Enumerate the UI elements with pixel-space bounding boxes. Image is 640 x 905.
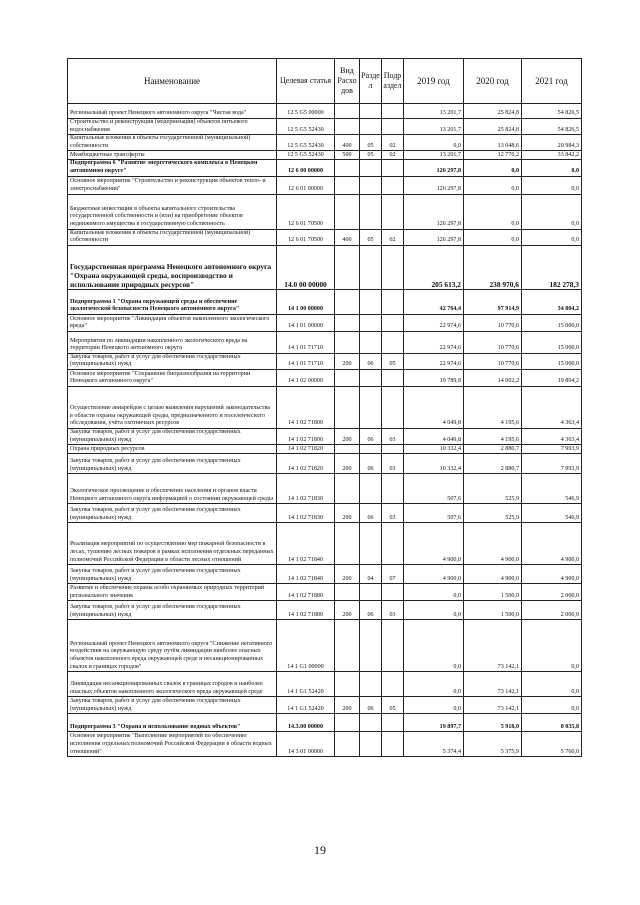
row-section: 04	[360, 565, 382, 584]
row-value-2019: 13 201,7	[404, 104, 464, 119]
row-expense-type: 400	[335, 229, 360, 245]
row-value-2020: 5 918,0	[464, 714, 522, 732]
row-expense-type	[335, 445, 360, 454]
row-section	[360, 672, 382, 697]
table-row	[68, 523, 582, 565]
row-code: 12 6 01 70500	[277, 194, 335, 229]
row-section	[360, 194, 382, 229]
row-value-2019: 507,6	[404, 474, 464, 504]
row-section	[360, 714, 382, 732]
table-row	[68, 176, 582, 194]
row-value-2021: 15 000,0	[522, 353, 582, 369]
table-row	[68, 601, 582, 620]
row-section	[360, 160, 382, 176]
row-code: 14.0 00 00000	[277, 245, 335, 289]
row-subsection: 03	[382, 601, 404, 620]
row-code: 14 1 02 71880	[277, 584, 335, 601]
table-row	[68, 151, 582, 160]
page-number: 19	[314, 843, 326, 857]
header-2021: 2021 год	[522, 59, 582, 104]
row-value-2019: 10 332,4	[404, 445, 464, 454]
row-expense-type	[335, 523, 360, 565]
row-name: Строительство и реконструкция (модернизация) объектов питьевого водоснабжения	[68, 119, 277, 135]
row-expense-type	[335, 104, 360, 119]
row-value-2021: 15 000,0	[522, 314, 582, 331]
row-value-2020: 97 914,9	[464, 289, 522, 314]
row-value-2020: 0,0	[464, 194, 522, 229]
row-code: 12 5 G5 00000	[277, 104, 335, 119]
row-value-2021: 0,0	[522, 620, 582, 672]
row-value-2020: 14 002,2	[464, 369, 522, 386]
row-section: 06	[360, 454, 382, 474]
row-code: 14 1 01 71710	[277, 331, 335, 353]
row-value-2020: 238 970,6	[464, 245, 522, 289]
header-code: Целевая статья	[277, 59, 335, 104]
row-subsection: 05	[382, 697, 404, 714]
row-subsection	[382, 314, 404, 331]
row-expense-type	[335, 732, 360, 757]
table-row	[68, 445, 582, 454]
row-value-2021: 0,0	[522, 194, 582, 229]
row-value-2021: 0,0	[522, 176, 582, 194]
row-code: 14.3.00 00000	[277, 714, 335, 732]
row-section	[360, 523, 382, 565]
row-name: Подпрограмма 3 "Охрана и использование водных объектов"	[68, 714, 277, 732]
table-body	[68, 104, 582, 757]
row-section	[360, 584, 382, 601]
row-value-2021: 8 035,8	[522, 714, 582, 732]
table-row	[68, 104, 582, 119]
row-subsection	[382, 245, 404, 289]
row-code: 14 1 00 00000	[277, 289, 335, 314]
row-name: Закупка товаров, работ и услуг для обеспечения государственных (муниципальных) нужд	[68, 454, 277, 474]
row-name: Осуществление авиарейдов с целью выявления нарушений законодательства в области охраны окружающей среды, предназначенного и поселенческого обследования, учёта охотничьих ресурсов	[68, 386, 277, 428]
row-code: 14 1 02 71830	[277, 474, 335, 504]
row-expense-type	[335, 331, 360, 353]
row-value-2021: 4 363,4	[522, 428, 582, 444]
row-code: 14 1 01 00000	[277, 314, 335, 331]
row-name: Охрана природных ресурсов	[68, 445, 277, 454]
row-value-2021: 2 000,0	[522, 584, 582, 601]
row-expense-type	[335, 620, 360, 672]
row-section	[360, 331, 382, 353]
row-subsection	[382, 523, 404, 565]
row-name: Реализация мероприятий по осуществлению мер пожарной безопасности в лесах, тушению лесных пожаров в рамках исполнения отдельных переданных полномочий Российской Федерации в области лесных отношений	[68, 523, 277, 565]
row-name: Бюджетные инвестиции в объекты капитального строительства государственной собственности и (или) на приобретение объектов недвижимого имущества в государственную собственность	[68, 194, 277, 229]
row-value-2021: 4 363,4	[522, 386, 582, 428]
row-subsection: 03	[382, 504, 404, 523]
row-value-2021: 33 842,2	[522, 151, 582, 160]
row-value-2020: 4 900,0	[464, 523, 522, 565]
row-value-2019: 126 297,8	[404, 194, 464, 229]
row-value-2020: 4 900,0	[464, 565, 522, 584]
row-code: 14 1 G1 00000	[277, 620, 335, 672]
row-value-2020: 13 048,6	[464, 135, 522, 151]
row-subsection	[382, 620, 404, 672]
row-value-2019: 0,0	[404, 697, 464, 714]
table-row	[68, 194, 582, 229]
row-code: 14 1 01 71710	[277, 353, 335, 369]
row-code: 14 1 02 71880	[277, 601, 335, 620]
table-row	[68, 672, 582, 697]
row-section	[360, 245, 382, 289]
row-subsection	[382, 584, 404, 601]
row-name: Государственная программа Ненецкого автономного округа "Охрана окружающей среды, воспроизводство и использование природных ресурсов"	[68, 245, 277, 289]
row-subsection: 03	[382, 428, 404, 444]
table-row	[68, 331, 582, 353]
row-value-2019: 10 332,4	[404, 454, 464, 474]
row-value-2019: 0,0	[404, 620, 464, 672]
row-code: 12 5 G5 52430	[277, 119, 335, 135]
row-name: Закупка товаров, работ и услуг для обеспечения государственных (муниципальных) нужд	[68, 565, 277, 584]
row-value-2019: 13 201,7	[404, 119, 464, 135]
row-value-2020: 0,0	[464, 176, 522, 194]
row-expense-type	[335, 176, 360, 194]
row-value-2019: 126 297,8	[404, 176, 464, 194]
row-value-2020: 73 142,1	[464, 672, 522, 697]
row-value-2019: 42 764,4	[404, 289, 464, 314]
table-row	[68, 620, 582, 672]
row-code: 14 1 02 71800	[277, 386, 335, 428]
row-value-2019: 4 049,8	[404, 428, 464, 444]
row-expense-type: 200	[335, 454, 360, 474]
row-value-2021: 4 900,0	[522, 523, 582, 565]
row-expense-type: 200	[335, 428, 360, 444]
row-value-2020: 2 880,7	[464, 445, 522, 454]
row-value-2020: 25 824,8	[464, 119, 522, 135]
row-name: Закупка товаров, работ и услуг для обеспечения государственных (муниципальных) нужд	[68, 353, 277, 369]
row-section: 06	[360, 353, 382, 369]
row-expense-type	[335, 672, 360, 697]
table-row	[68, 353, 582, 369]
row-section	[360, 289, 382, 314]
header-2019: 2019 год	[404, 59, 464, 104]
row-value-2021: 0,0	[522, 672, 582, 697]
row-name: Основное мероприятие "Ликвидация объектов накопленного экологического вреда"	[68, 314, 277, 331]
row-value-2019: 0,0	[404, 672, 464, 697]
row-value-2020: 12 776,2	[464, 151, 522, 160]
row-name: Мероприятия по ликвидации накопленного экологического вреда на территории Ненецкого автономного округа	[68, 331, 277, 353]
row-value-2021: 5 760,0	[522, 732, 582, 757]
row-value-2019: 0,0	[404, 601, 464, 620]
row-value-2020: 73 142,1	[464, 620, 522, 672]
header-section: Разде л	[360, 59, 382, 104]
row-expense-type	[335, 245, 360, 289]
row-value-2019: 13 201,7	[404, 151, 464, 160]
row-expense-type: 500	[335, 151, 360, 160]
header-2020: 2020 год	[464, 59, 522, 104]
row-value-2020: 525,9	[464, 504, 522, 523]
row-value-2019: 507,6	[404, 504, 464, 523]
row-subsection	[382, 474, 404, 504]
row-code: 14 1 02 71820	[277, 454, 335, 474]
row-value-2020: 5 375,9	[464, 732, 522, 757]
row-subsection: 02	[382, 135, 404, 151]
row-name: Капитальные вложения в объекты государственной (муниципальной) собственности	[68, 135, 277, 151]
table-row	[68, 697, 582, 714]
row-subsection	[382, 160, 404, 176]
row-expense-type: 200	[335, 697, 360, 714]
row-code: 12 6 00 00000	[277, 160, 335, 176]
row-code: 12 5 G5 52430	[277, 151, 335, 160]
row-section	[360, 119, 382, 135]
row-value-2021: 34 804,2	[522, 289, 582, 314]
row-value-2020: 0,0	[464, 229, 522, 245]
row-value-2019: 126 297,8	[404, 229, 464, 245]
row-value-2020: 73 142,1	[464, 697, 522, 714]
row-value-2021: 4 900,0	[522, 565, 582, 584]
table-header-row	[68, 59, 582, 104]
row-value-2020: 1 500,0	[464, 601, 522, 620]
row-subsection	[382, 119, 404, 135]
row-code: 14 1 02 71840	[277, 523, 335, 565]
row-code: 14 1 G1 52420	[277, 697, 335, 714]
header-name: Наименование	[68, 59, 277, 104]
row-value-2020: 4 195,6	[464, 428, 522, 444]
row-value-2020: 2 880,7	[464, 454, 522, 474]
row-section: 06	[360, 601, 382, 620]
row-value-2021: 54 826,5	[522, 119, 582, 135]
row-value-2020: 1 500,0	[464, 584, 522, 601]
row-subsection	[382, 104, 404, 119]
row-value-2019: 19 897,7	[404, 714, 464, 732]
row-name: Капитальные вложения в объекты государственной (муниципальной) собственности	[68, 229, 277, 245]
row-section: 06	[360, 504, 382, 523]
row-name: Ликвидация несанкционированных свалок в границах городов и наиболее опасных объектов накопленного экологического вреда окружающей среде	[68, 672, 277, 697]
row-code: 14 1 02 71840	[277, 565, 335, 584]
row-name: Основное мероприятие "Строительство и реконструкция объектов тепло- и электроснабжения"	[68, 176, 277, 194]
row-expense-type	[335, 160, 360, 176]
table-row	[68, 135, 582, 151]
row-section: 06	[360, 428, 382, 444]
row-code: 14 3 01 00000	[277, 732, 335, 757]
row-expense-type: 200	[335, 565, 360, 584]
row-value-2019: 22 974,6	[404, 353, 464, 369]
row-name: Региональный проект Ненецкого автономного округа "Снижение негативного воздействия на окружающую среду путём ликвидации наиболее опасных объектов накопленного вреда окружающей среде и несанкционированных свалок в границах городов"	[68, 620, 277, 672]
row-value-2020: 10 770,6	[464, 314, 522, 331]
row-value-2021: 2 000,0	[522, 601, 582, 620]
table-row	[68, 714, 582, 732]
row-subsection	[382, 289, 404, 314]
table-row	[68, 369, 582, 386]
row-section: 05	[360, 135, 382, 151]
table-row	[68, 454, 582, 474]
row-subsection: 03	[382, 454, 404, 474]
row-subsection	[382, 386, 404, 428]
row-section	[360, 386, 382, 428]
row-value-2019: 4 900,0	[404, 523, 464, 565]
row-name: Подпрограмма 6 "Развитие энергетического комплекса в Ненецком автономном округе"	[68, 160, 277, 176]
table-row	[68, 428, 582, 444]
row-subsection: 07	[382, 565, 404, 584]
table-row	[68, 160, 582, 176]
row-value-2019: 4 049,8	[404, 386, 464, 428]
row-name: Закупка товаров, работ и услуг для обеспечения государственных (муниципальных) нужд	[68, 428, 277, 444]
row-expense-type	[335, 386, 360, 428]
row-value-2021: 0,0	[522, 697, 582, 714]
row-section	[360, 732, 382, 757]
row-expense-type	[335, 119, 360, 135]
table-row	[68, 565, 582, 584]
row-code: 14 1 02 71830	[277, 504, 335, 523]
table-row	[68, 584, 582, 601]
budget-table	[67, 58, 582, 757]
row-name: Основное мероприятие "Выполнение мероприятий по обеспечению исполнения отдельных полномочий Российской Федерации в области водных отношений"	[68, 732, 277, 757]
header-expense-type: Вид Расхо дов	[335, 59, 360, 104]
row-name: Основное мероприятие "Сохранение биоразнообразия на территории Ненецкого автономного округа"	[68, 369, 277, 386]
row-value-2020: 0,0	[464, 160, 522, 176]
row-name: Подпрограмма 1 "Охрана окружающей среды и обеспечение экологической безопасности Ненецкого автономного округа"	[68, 289, 277, 314]
row-section: 05	[360, 151, 382, 160]
row-value-2021: 182 278,3	[522, 245, 582, 289]
row-value-2021: 0,0	[522, 229, 582, 245]
row-code: 12 6 01 00000	[277, 176, 335, 194]
table-row	[68, 229, 582, 245]
row-value-2020: 10 770,6	[464, 331, 522, 353]
row-section	[360, 314, 382, 331]
row-name: Экологическое просвещение и обеспечение населения и органов власти Ненецкого автономного округа информацией о состоянии окружающей среды	[68, 474, 277, 504]
table-row	[68, 119, 582, 135]
table-row	[68, 245, 582, 289]
row-expense-type: 200	[335, 504, 360, 523]
row-section	[360, 369, 382, 386]
row-value-2021: 546,9	[522, 474, 582, 504]
row-expense-type	[335, 314, 360, 331]
row-value-2019: 205 613,2	[404, 245, 464, 289]
row-value-2021: 20 984,3	[522, 135, 582, 151]
row-expense-type: 200	[335, 353, 360, 369]
header-subsection: Подр аздел	[382, 59, 404, 104]
row-name: Закупка товаров, работ и услуг для обеспечения государственных (муниципальных) нужд	[68, 504, 277, 523]
row-name: Развитие и обеспечение охраны особо охраняемых природных территорий регионального значения	[68, 584, 277, 601]
row-section: 06	[360, 697, 382, 714]
row-value-2021: 7 993,9	[522, 445, 582, 454]
row-value-2019: 126 297,8	[404, 160, 464, 176]
row-value-2021: 54 826,5	[522, 104, 582, 119]
row-expense-type	[335, 714, 360, 732]
table-row	[68, 289, 582, 314]
row-value-2019: 22 974,6	[404, 314, 464, 331]
row-subsection	[382, 369, 404, 386]
row-expense-type	[335, 194, 360, 229]
row-name: Закупка товаров, работ и услуг для обеспечения государственных (муниципальных) нужд	[68, 697, 277, 714]
row-value-2019: 19 789,8	[404, 369, 464, 386]
row-value-2019: 0,0	[404, 135, 464, 151]
row-value-2021: 15 000,0	[522, 331, 582, 353]
row-expense-type	[335, 369, 360, 386]
row-value-2019: 5 374,4	[404, 732, 464, 757]
row-expense-type	[335, 289, 360, 314]
row-subsection: 02	[382, 229, 404, 245]
table-row	[68, 386, 582, 428]
row-name: Закупка товаров, работ и услуг для обеспечения государственных (муниципальных) нужд	[68, 601, 277, 620]
row-value-2020: 4 195,6	[464, 386, 522, 428]
row-value-2020: 10 770,6	[464, 353, 522, 369]
table-row	[68, 732, 582, 757]
row-subsection	[382, 176, 404, 194]
row-subsection	[382, 331, 404, 353]
row-section	[360, 474, 382, 504]
row-value-2021: 546,9	[522, 504, 582, 523]
row-subsection: 05	[382, 353, 404, 369]
row-expense-type	[335, 474, 360, 504]
row-value-2020: 525,9	[464, 474, 522, 504]
row-name: Региональный проект Ненецкого автономного округа "Чистая вода"	[68, 104, 277, 119]
row-section	[360, 445, 382, 454]
row-subsection: 02	[382, 151, 404, 160]
row-value-2021: 0,0	[522, 160, 582, 176]
row-subsection	[382, 445, 404, 454]
row-section	[360, 104, 382, 119]
row-code: 14 1 02 00000	[277, 369, 335, 386]
row-expense-type: 200	[335, 601, 360, 620]
table-row	[68, 474, 582, 504]
row-subsection	[382, 672, 404, 697]
row-value-2019: 0,0	[404, 584, 464, 601]
row-code: 14 1 02 71800	[277, 428, 335, 444]
row-subsection	[382, 732, 404, 757]
row-name: Межбюджетные трансферты	[68, 151, 277, 160]
row-section: 05	[360, 229, 382, 245]
row-code: 14 1 G1 52420	[277, 672, 335, 697]
row-code: 12 5 G5 52430	[277, 135, 335, 151]
table-row	[68, 504, 582, 523]
row-value-2021: 7 993,9	[522, 454, 582, 474]
row-expense-type: 400	[335, 135, 360, 151]
table-row	[68, 314, 582, 331]
row-value-2021: 19 804,2	[522, 369, 582, 386]
row-code: 14 1 02 71820	[277, 445, 335, 454]
row-code: 12 6 01 70500	[277, 229, 335, 245]
row-section	[360, 620, 382, 672]
row-subsection	[382, 194, 404, 229]
row-subsection	[382, 714, 404, 732]
row-value-2019: 22 974,6	[404, 331, 464, 353]
row-expense-type	[335, 584, 360, 601]
row-value-2020: 25 824,8	[464, 104, 522, 119]
row-value-2019: 4 900,0	[404, 565, 464, 584]
row-section	[360, 176, 382, 194]
